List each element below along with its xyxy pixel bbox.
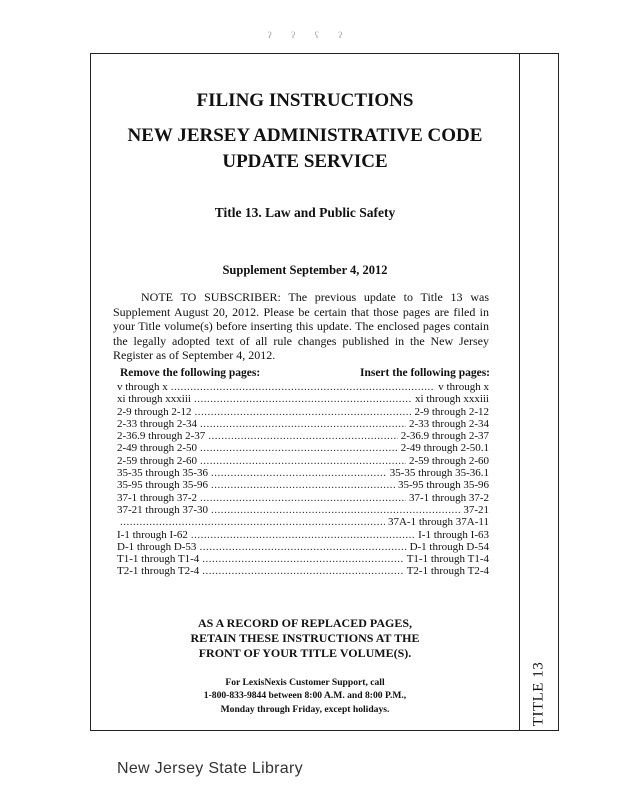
- remove-cell: 2-49 through 2-50: [117, 442, 198, 455]
- subscriber-note: NOTE TO SUBSCRIBER: The previous update to Title 13 was Supplement August 20, 2012. Please be certain that those pages are filed in your Title volume(s) before inserting this update. The enclosed pages contain the legally adopted text of all rule changes published in the New Jersey Register as of September 4, 2012.: [113, 290, 489, 363]
- remove-cell: 35-95 through 35-96: [117, 479, 209, 492]
- insert-cell: 35-35 through 35-36.1: [389, 467, 489, 480]
- insert-cell: T1-1 through T1-4: [406, 553, 489, 566]
- remove-cell: 2-36.9 through 2-37: [117, 430, 206, 443]
- insert-cell: 37A-1 through 37A-11: [387, 516, 489, 529]
- table-row: [113, 541, 489, 553]
- remove-cell: 37-1 through 37-2: [117, 491, 198, 504]
- insert-cell: 37-1 through 37-2: [408, 491, 489, 504]
- insert-cell: 2-59 through 2-60: [408, 454, 489, 467]
- insert-cell: I-1 through I-63: [418, 528, 489, 541]
- customer-support: [90, 676, 520, 716]
- insert-cell: 2-9 through 2-12: [414, 405, 489, 418]
- table-row: [113, 442, 489, 454]
- page-table: [113, 381, 489, 578]
- record-notice: [90, 616, 520, 661]
- insert-cell: 2-33 through 2-34: [408, 417, 489, 430]
- table-row: [113, 418, 489, 430]
- table-row: [113, 406, 489, 418]
- insert-cell: xi through xxxiii: [415, 393, 489, 406]
- remove-cell: 35-35 through 35-36: [117, 467, 209, 480]
- insert-cell: D-1 through D-54: [409, 540, 489, 553]
- support-line1: For LexisNexis Customer Support, call: [225, 677, 385, 688]
- table-row: [113, 565, 489, 577]
- table-row: [113, 479, 489, 491]
- code-title-line1: NEW JERSEY ADMINISTRATIVE CODE: [127, 125, 483, 146]
- table-row: [113, 492, 489, 504]
- remove-header: Remove the following pages:: [120, 367, 261, 379]
- record-line3: FRONT OF YOUR TITLE VOLUME(S).: [198, 646, 412, 660]
- tab-label: TITLE 13: [530, 661, 546, 727]
- page-title: FILING INSTRUCTIONS: [196, 90, 414, 111]
- record-line2: RETAIN THESE INSTRUCTIONS AT THE: [190, 631, 420, 645]
- table-row: [113, 553, 489, 565]
- table-row: [113, 529, 489, 541]
- support-phone: 1-800-833-9844 between 8:00 A.M. and 8:00 P.M.,: [203, 690, 407, 702]
- insert-cell: 35-95 through 35-96: [397, 479, 489, 492]
- insert-cell: 2-49 through 2-50.1: [400, 442, 489, 455]
- remove-cell: v through x: [117, 381, 168, 393]
- remove-cell: T2-1 through T2-4: [117, 565, 200, 578]
- remove-cell: T1-1 through T1-4: [117, 553, 200, 566]
- insert-cell: v through x: [438, 381, 489, 393]
- remove-cell: I-1 through I-62: [117, 528, 188, 541]
- insert-header: Insert the following pages:: [359, 367, 490, 379]
- table-row: [113, 381, 489, 393]
- table-row: [113, 467, 489, 479]
- remove-cell: D-1 through D-53: [117, 540, 197, 553]
- insert-cell: 2-36.9 through 2-37: [400, 430, 489, 443]
- support-hours: Monday through Friday, except holidays.: [220, 703, 390, 715]
- insert-cell: T2-1 through T2-4: [406, 565, 489, 578]
- table-header: [120, 367, 490, 379]
- insert-cell: 37-21: [463, 503, 489, 516]
- table-row: [113, 393, 489, 405]
- record-line1: AS A RECORD OF REPLACED PAGES,: [197, 616, 413, 630]
- table-row: [113, 430, 489, 442]
- supplement-date: Supplement September 4, 2012: [222, 263, 388, 277]
- code-title: [90, 123, 520, 175]
- remove-cell: 2-33 through 2-34: [117, 417, 198, 430]
- handwritten-marks: ˀ ˀ ˁ ˀ: [267, 30, 351, 46]
- title-number: Title 13. Law and Public Safety: [214, 205, 396, 220]
- remove-cell: xi through xxxiii: [117, 393, 191, 406]
- remove-cell: 37-21 through 37-30: [117, 503, 209, 516]
- remove-cell: 2-59 through 2-60: [117, 454, 198, 467]
- table-row: [113, 455, 489, 467]
- code-title-line2: UPDATE SERVICE: [222, 151, 388, 172]
- library-stamp: New Jersey State Library: [117, 760, 303, 777]
- title-tab: [519, 53, 559, 731]
- remove-cell: 2-9 through 2-12: [117, 405, 192, 418]
- table-row: [113, 504, 489, 516]
- table-row: [113, 516, 489, 528]
